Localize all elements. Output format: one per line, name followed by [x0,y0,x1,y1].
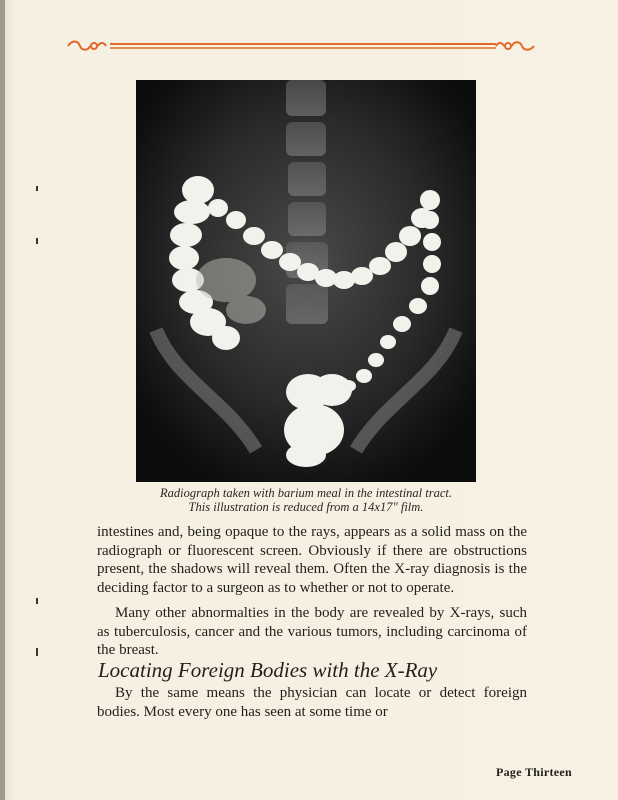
radiograph-image [136,80,476,482]
figure-caption [120,486,492,514]
scroll-ornament-left-icon [68,42,106,50]
section-heading: Locating Foreign Bodies with the X-Ray [98,658,438,682]
caption-line-2: This illustration is reduced from a 14x17" film. [188,500,424,514]
paragraph-foreign-bodies: By the same means the physician can locate or detect foreign bodies. Most every one has seen at some time or [97,685,527,720]
margin-mark [36,648,38,656]
scroll-ornament-right-icon [496,42,534,50]
binding-edge [0,0,5,800]
page-number: Page Thirteen [496,765,572,779]
margin-mark [36,598,38,604]
paragraph-intestines: intestines and, being opaque to the rays, appears as a solid mass on the radiograph or fluorescent screen. Obviously if there are obstructions present, the shadows will reveal them. Often the X-ray diagnosis is the deciding factor to a surgeon as to whether or not to operate. [97,524,527,597]
caption-line-1: Radiograph taken with barium meal in the intestinal tract. [160,486,452,500]
header-ornament [66,38,536,54]
paragraph-abnormalities: Many other abnormalties in the body are revealed by X-rays, such as tuberculosis, cancer and the various tumors, including carcinoma of the breast. [97,605,527,659]
margin-mark [36,186,38,191]
margin-mark [36,238,38,244]
